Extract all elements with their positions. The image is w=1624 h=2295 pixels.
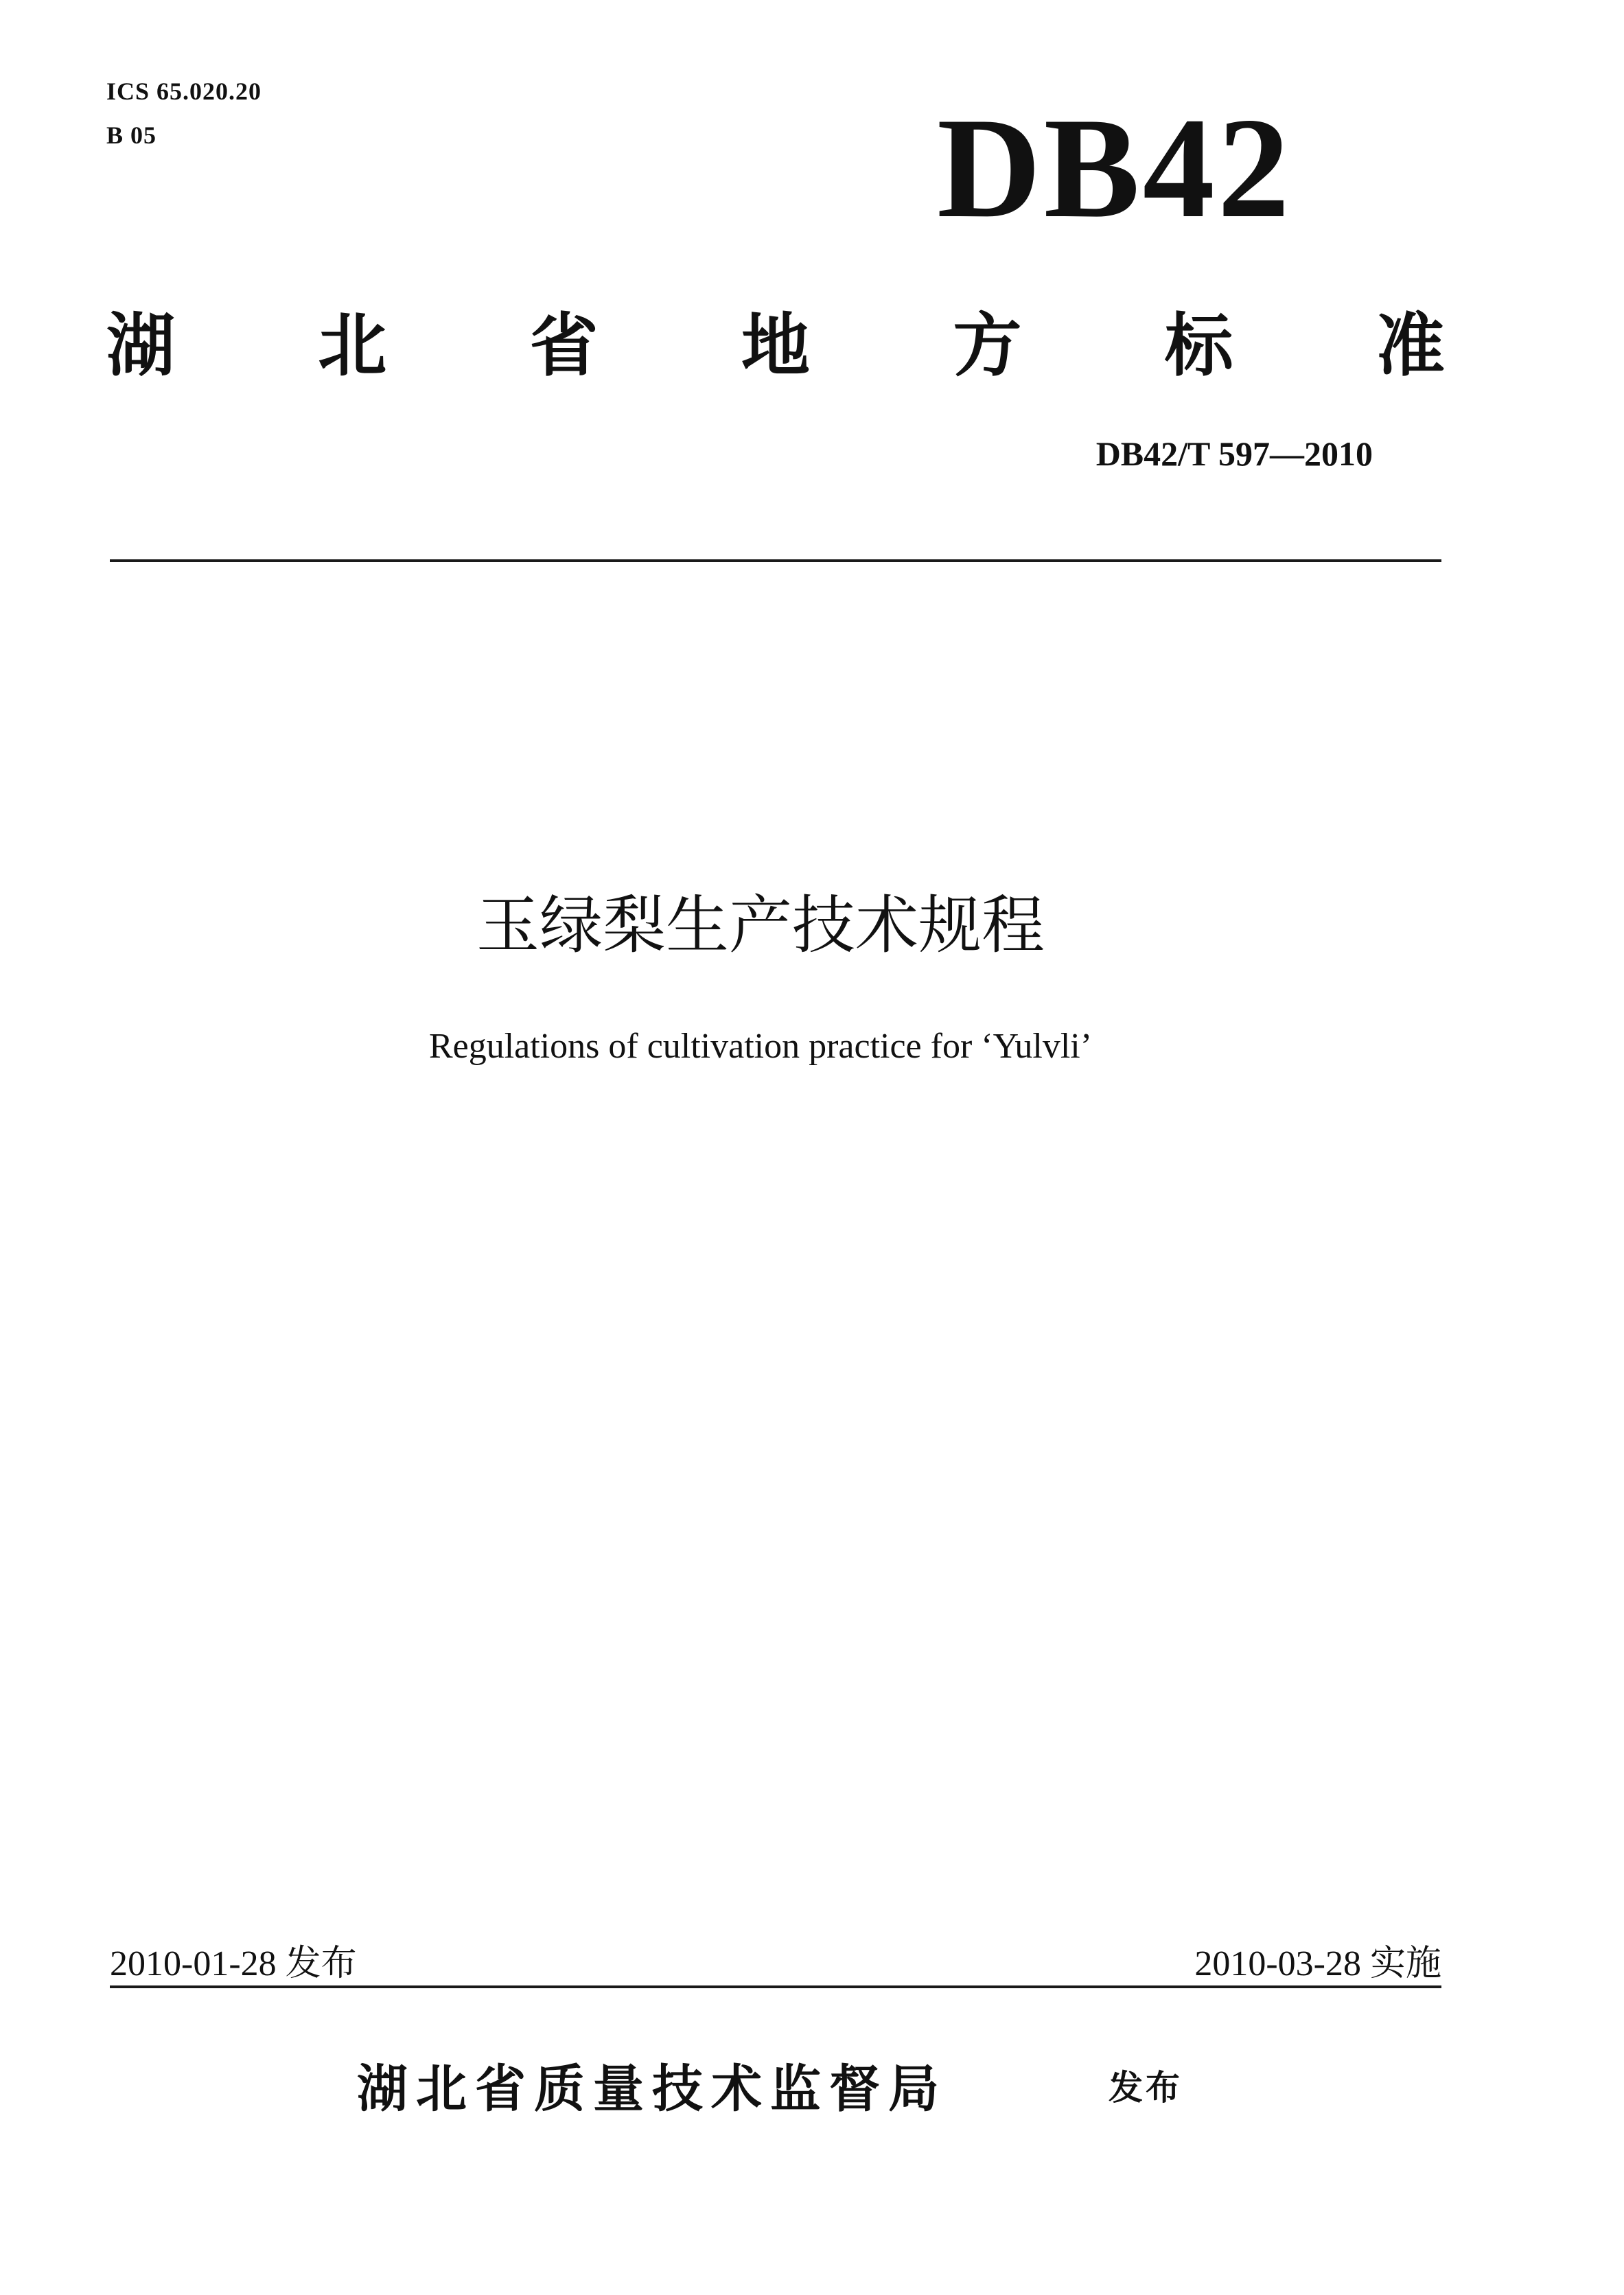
standard-type-char: 方 xyxy=(953,305,1022,386)
bottom-divider xyxy=(110,1985,1441,1988)
publisher-suffix: 发布 xyxy=(1109,2068,1183,2108)
issue-date: 2010-01-28 发布 xyxy=(110,1944,357,1983)
publisher-name: 湖北省质量技术监督局 xyxy=(357,2060,947,2119)
document-title-english: Regulations of cultivation practice for ‘Yulvli’ xyxy=(428,1027,1093,1066)
document-title-chinese: 玉绿梨生产技术规程 xyxy=(476,889,1045,962)
implementation-date: 2010-03-28 实施 xyxy=(1194,1944,1441,1983)
standard-type-char: 省 xyxy=(529,305,599,386)
classification-code: B 05 xyxy=(106,121,157,149)
standard-type-char: 地 xyxy=(741,305,810,386)
standard-type-char: 准 xyxy=(1376,305,1445,386)
standard-type-title xyxy=(106,292,1445,388)
ics-code: ICS 65.020.20 xyxy=(106,78,262,105)
top-divider xyxy=(110,559,1441,562)
standard-type-char: 北 xyxy=(318,305,387,386)
standard-type-char: 标 xyxy=(1164,305,1233,386)
document-number: DB42/T 597—2010 xyxy=(1095,434,1373,473)
standard-code-logo: DB42 xyxy=(937,89,1292,248)
standard-type-char: 湖 xyxy=(106,305,175,386)
